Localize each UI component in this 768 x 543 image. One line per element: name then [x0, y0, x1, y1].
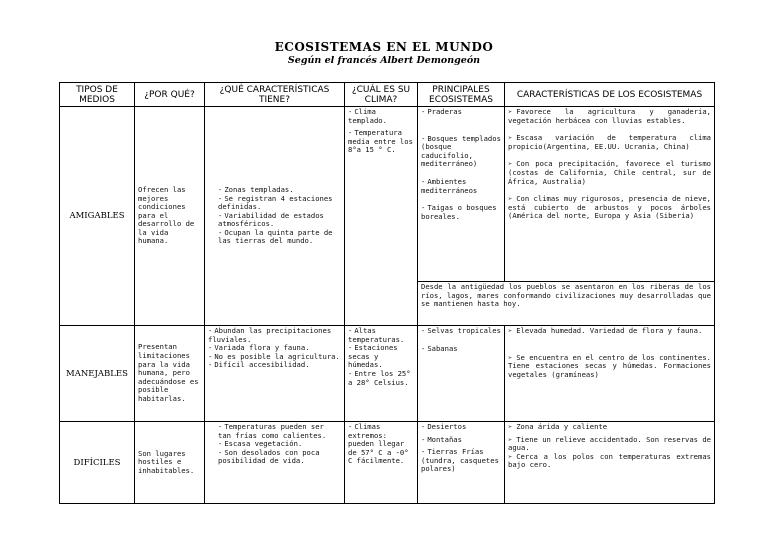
- list-item: ➢ Zona árida y caliente: [508, 423, 711, 432]
- list-item: ➢ Cerca a los polos con temperaturas extremas bajo cero.: [508, 453, 711, 470]
- list-item: - Difícil accesibilidad.: [208, 361, 341, 370]
- list-item: - Clima templado.: [348, 108, 414, 125]
- dificiles-car-eco: [505, 422, 715, 504]
- row-dificiles: [60, 422, 715, 504]
- manejables-caracteristicas: [205, 326, 345, 422]
- amigables-ecosistemas: [418, 107, 505, 282]
- list-item: - No es posible la agricultura.: [208, 353, 341, 362]
- amigables-porque: Ofrecen las mejores condiciones para el desarrollo de la vida humana.: [135, 107, 205, 326]
- list-item: - Montañas: [421, 436, 501, 445]
- list-item: - Praderas: [421, 108, 501, 117]
- list-item: - Bosques templados (bosque caducifolio, mediterráneo): [421, 135, 501, 169]
- list-item: - Se registran 4 estaciones definidas.: [218, 195, 341, 212]
- amigables-note: Desde la antigüedad los pueblos se asentaron en los riberas de los ríos, lagos, mares conformando civilizaciones muy desarrolladas que se mantienen hasta hoy.: [418, 282, 715, 326]
- manejables-car-eco: [505, 326, 715, 422]
- header-car-eco: CARACTERÍSTICAS DE LOS ECOSISTEMAS: [505, 83, 715, 107]
- list-item: ➢ Con poca precipitación, favorece el turismo (costas de California, Chile central, sur de África, Australia): [508, 160, 711, 186]
- list-item: - Variada flora y fauna.: [208, 344, 341, 353]
- list-item: ➢ Tiene un relieve accidentado. Son reservas de agua.: [508, 436, 711, 453]
- dificiles-porque: Son lugares hostiles e inhabitables.: [135, 422, 205, 504]
- row-amigables: [60, 107, 715, 282]
- header-tipos: TIPOS DE MEDIOS: [60, 83, 135, 107]
- header-clima: ¿CUÁL ES SU CLIMA?: [345, 83, 418, 107]
- header-caracteristicas: ¿QUÉ CARACTERÍSTICAS TIENE?: [205, 83, 345, 107]
- list-item: - Ambientes mediterráneos: [421, 178, 501, 195]
- list-item: - Temperatura media entre los 8°a 15 ° C.: [348, 129, 414, 155]
- list-item: ➢ Elevada humedad. Variedad de flora y fauna.: [508, 327, 711, 336]
- amigables-car-eco: [505, 107, 715, 282]
- amigables-caracteristicas: [205, 107, 345, 326]
- row-label-amigables: AMIGABLES: [60, 107, 135, 326]
- document-subtitle: Según el francés Albert Demongeón: [287, 55, 481, 66]
- list-item: - Temperaturas pueden ser tan frías como calientes.: [218, 423, 341, 440]
- dificiles-ecosistemas: [418, 422, 505, 504]
- manejables-porque: Presentan limitaciones para la vida humana, pero adecuándose es posible habitarlas.: [135, 326, 205, 422]
- list-item: - Son desolados con poca posibilidad de vida.: [218, 449, 341, 466]
- list-item: - Climas extremos: pueden llegar de 57° C a -0° C fácilmente.: [348, 423, 414, 466]
- header-porque: ¿POR QUÉ?: [135, 83, 205, 107]
- dificiles-clima: [345, 422, 418, 504]
- row-label-manejables: MANEJABLES: [60, 326, 135, 422]
- list-item: - Escasa vegetación.: [218, 440, 341, 449]
- document-title: ECOSISTEMAS EN EL MUNDO: [274, 40, 494, 54]
- manejables-clima: [345, 326, 418, 422]
- row-label-dificiles: DIFÍCILES: [60, 422, 135, 504]
- list-item: - Sabanas: [421, 345, 501, 354]
- list-item: ➢ Escasa variación de temperatura clima propicio(Argentina, EE.UU. Ucrania, China): [508, 134, 711, 151]
- list-item: ➢ Se encuentra en el centro de los continentes. Tiene estaciones secas y húmedas. Formaciones vegetales (gramíneas): [508, 354, 711, 380]
- list-item: ➢ Con climas muy rigurosos, presencia de nieve, está cubierto de arbustos y pocos árboles (América del norte, Europa y Asia (Siberia): [508, 195, 711, 221]
- manejables-ecosistemas: [418, 326, 505, 422]
- row-manejables: [60, 326, 715, 422]
- list-item: - Variabilidad de estados atmosféricos.: [218, 212, 341, 229]
- header-row: [60, 83, 715, 107]
- list-item: - Selvas tropicales: [421, 327, 501, 336]
- list-item: - Estaciones secas y húmedas.: [348, 344, 414, 370]
- list-item: - Desiertos: [421, 423, 501, 432]
- list-item: - Altas temperaturas.: [348, 327, 414, 344]
- header-ecosistemas: PRINCIPALES ECOSISTEMAS: [418, 83, 505, 107]
- list-item: - Ocupan la quinta parte de las tierras del mundo.: [218, 229, 341, 246]
- list-item: ➢ Favorece la agricultura y ganadería, vegetación herbácea con lluvias estables.: [508, 108, 711, 125]
- amigables-clima: [345, 107, 418, 326]
- list-item: - Taigas o bosques boreales.: [421, 204, 501, 221]
- list-item: - Entre los 25° a 28° Celsius.: [348, 370, 414, 387]
- ecosystems-table: [59, 82, 715, 504]
- list-item: - Abundan las precipitaciones fluviales.: [208, 327, 341, 344]
- list-item: - Tierras Frías (tundra, casquetes polares): [421, 448, 501, 474]
- dificiles-caracteristicas: [205, 422, 345, 504]
- list-item: - Zonas templadas.: [218, 186, 341, 195]
